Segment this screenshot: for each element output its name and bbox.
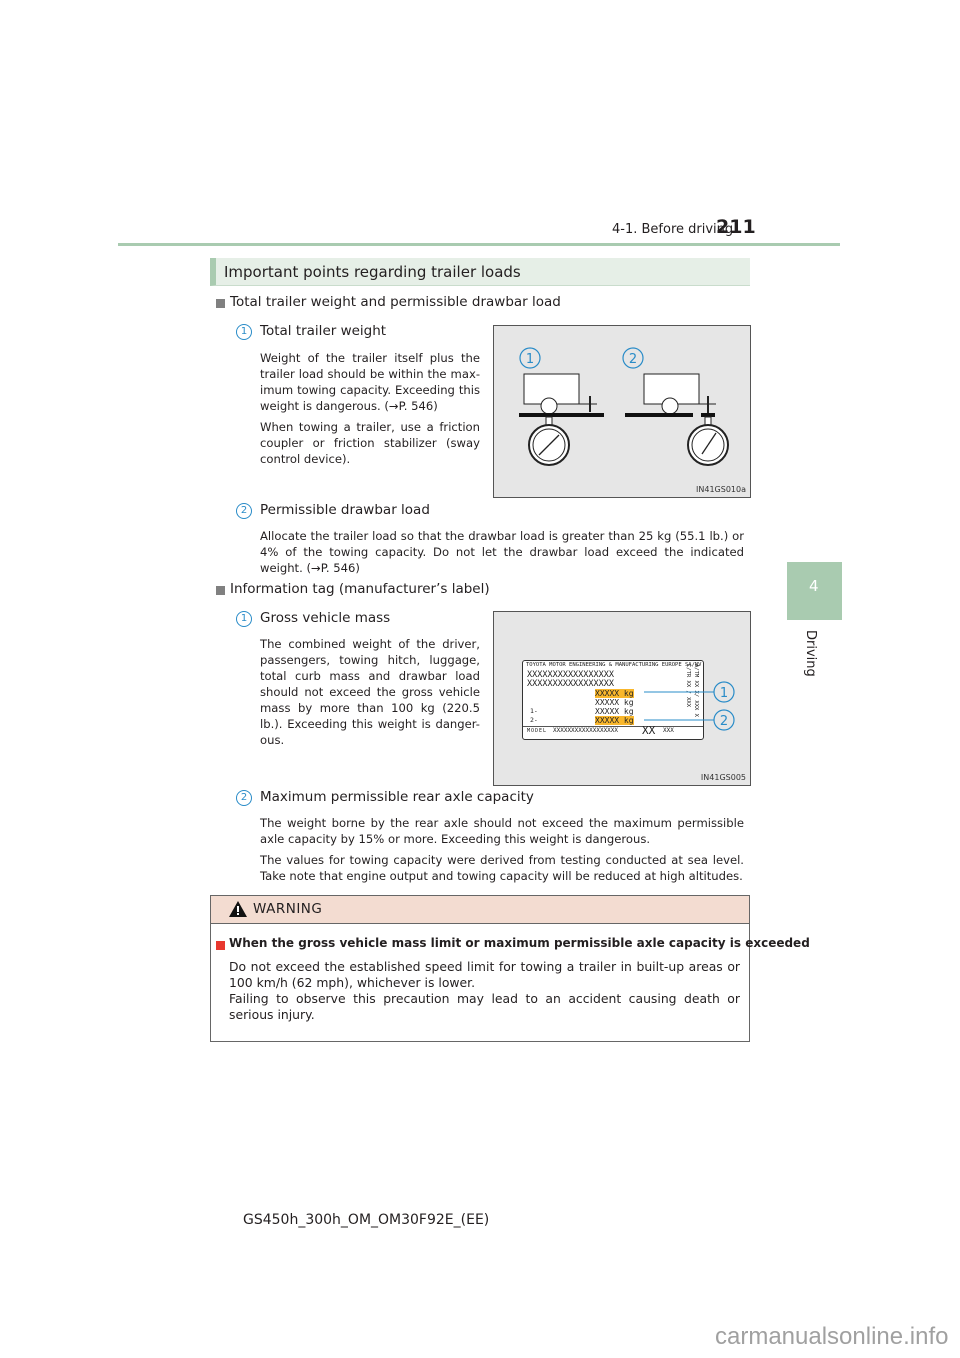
figure-code: IN41GS010a: [696, 485, 746, 494]
warning-paragraph: Failing to observe this precaution may lead to an accident causing death or serious injury.: [229, 991, 740, 1022]
trailer-diagram: [494, 326, 750, 497]
callout-1-icon: [520, 348, 540, 368]
warning-paragraph: Do not exceed the established speed limit for towing a trailer in built-up areas or 100 km/h (62 mph), whichever is lower.: [229, 959, 740, 990]
label-axle-prefix: 2-: [530, 716, 538, 724]
watermark: carmanualsonline.info: [715, 1323, 949, 1350]
subsection-title: Information tag (manufacturer’s label): [230, 581, 490, 597]
figure-code: IN41GS005: [700, 773, 746, 782]
callout-leaders: [494, 612, 750, 785]
item-title: Permissible drawbar load: [260, 502, 430, 518]
page-number: 211: [716, 216, 756, 238]
label-id-line: XXXXXXXXXXXXXXXXX: [527, 670, 614, 680]
section-breadcrumb: 4-1. Before driving: [612, 222, 734, 237]
square-bullet-icon: [216, 941, 225, 950]
item-paragraph: The combined weight of the driver, passengers, towing hitch, luggage, total curb mass and drawbar load should not exceed the gross vehicle mass by more than 100 kg (220.5 lb.). Exceeding this weight is danger-ous.: [260, 637, 480, 747]
chapter-tab-label: Driving: [803, 630, 818, 677]
trailer-icon: [625, 374, 716, 417]
warning-subtitle: When the gross vehicle mass limit or maximum permissible axle capacity is exceeded: [229, 936, 810, 950]
callout-number-icon: 1: [236, 611, 252, 627]
label-mass-line-rear-axle: XXXXX kg: [595, 716, 634, 725]
square-bullet-icon: [216, 586, 225, 595]
subsection-title: Total trailer weight and permissible drawbar load: [230, 294, 561, 310]
label-model-tail: XXX: [663, 727, 674, 734]
trailer-weight-figure: [493, 325, 751, 498]
warning-triangle-icon: [228, 900, 248, 918]
svg-text:1: 1: [525, 352, 535, 367]
callout-number-icon: 2: [236, 790, 252, 806]
section-heading: Important points regarding trailer loads: [224, 263, 521, 281]
callout-number-icon: 1: [236, 324, 252, 340]
callout-1-icon: [714, 682, 734, 702]
label-id-line: XXXXXXXXXXXXXXXXX: [527, 679, 614, 689]
label-mass-line: XXXXX kg: [595, 698, 634, 707]
information-tag-figure: [493, 611, 751, 786]
scale-gauge-icon: [688, 417, 728, 465]
label-axle-prefix: 1-: [530, 707, 538, 715]
item-paragraph: Allocate the trailer load so that the drawbar load is greater than 25 kg (55.1 lb.) or 4% of the towing capacity. Do not let the drawbar load exceed the indicated weight. (→P. 546): [260, 529, 744, 575]
chapter-tab-number: 4: [809, 577, 819, 595]
item-title: Maximum permissible rear axle capacity: [260, 789, 534, 805]
label-mass-line-gross: XXXXX kg: [595, 689, 634, 698]
header-rule: [118, 243, 840, 246]
callout-2-icon: [714, 710, 734, 730]
callout-2-icon: [623, 348, 643, 368]
label-model-caption: MODEL: [527, 728, 548, 734]
trailer-icon: [519, 374, 604, 417]
item-paragraph: Weight of the trailer itself plus the trailer load should be within the max-imum towing capacity. Exceeding this weight is dangerous. (→P. 546): [260, 351, 480, 413]
square-bullet-icon: [216, 299, 225, 308]
item-paragraph: The values for towing capacity were derived from testing conducted at sea level. Take note that engine output and towing capacity will be reduced at high altitudes.: [260, 853, 744, 883]
item-paragraph: The weight borne by the rear axle should not exceed the maximum permissible axle capacity by 15% or more. Exceeding this weight is dangerous.: [260, 816, 744, 846]
item-paragraph: When towing a trailer, use a friction coupler or friction stabilizer (sway control device).: [260, 420, 480, 466]
svg-text:2: 2: [628, 352, 638, 367]
svg-text:1: 1: [719, 686, 729, 701]
label-mass-line: XXXXX kg: [595, 707, 634, 716]
warning-title: WARNING: [253, 901, 323, 917]
label-model-big: XX: [642, 724, 656, 737]
callout-number-icon: 2: [236, 503, 252, 519]
svg-text:2: 2: [719, 714, 729, 729]
document-code: GS450h_300h_OM_OM30F92E_(EE): [243, 1212, 490, 1228]
item-title: Total trailer weight: [260, 323, 387, 339]
scale-gauge-icon: [529, 417, 569, 465]
item-title: Gross vehicle mass: [260, 610, 391, 626]
label-side-text: C/TR XX / XXX: [685, 664, 691, 708]
label-model-value: XXXXXXXXXXXXXXXXXX: [553, 727, 619, 734]
label-maker-line: TOYOTA MOTOR ENGINEERING & MANUFACTURING EUROPE SA/NV: [526, 662, 702, 668]
label-side-text: A/TM XX X/ XXX X: [693, 664, 699, 717]
